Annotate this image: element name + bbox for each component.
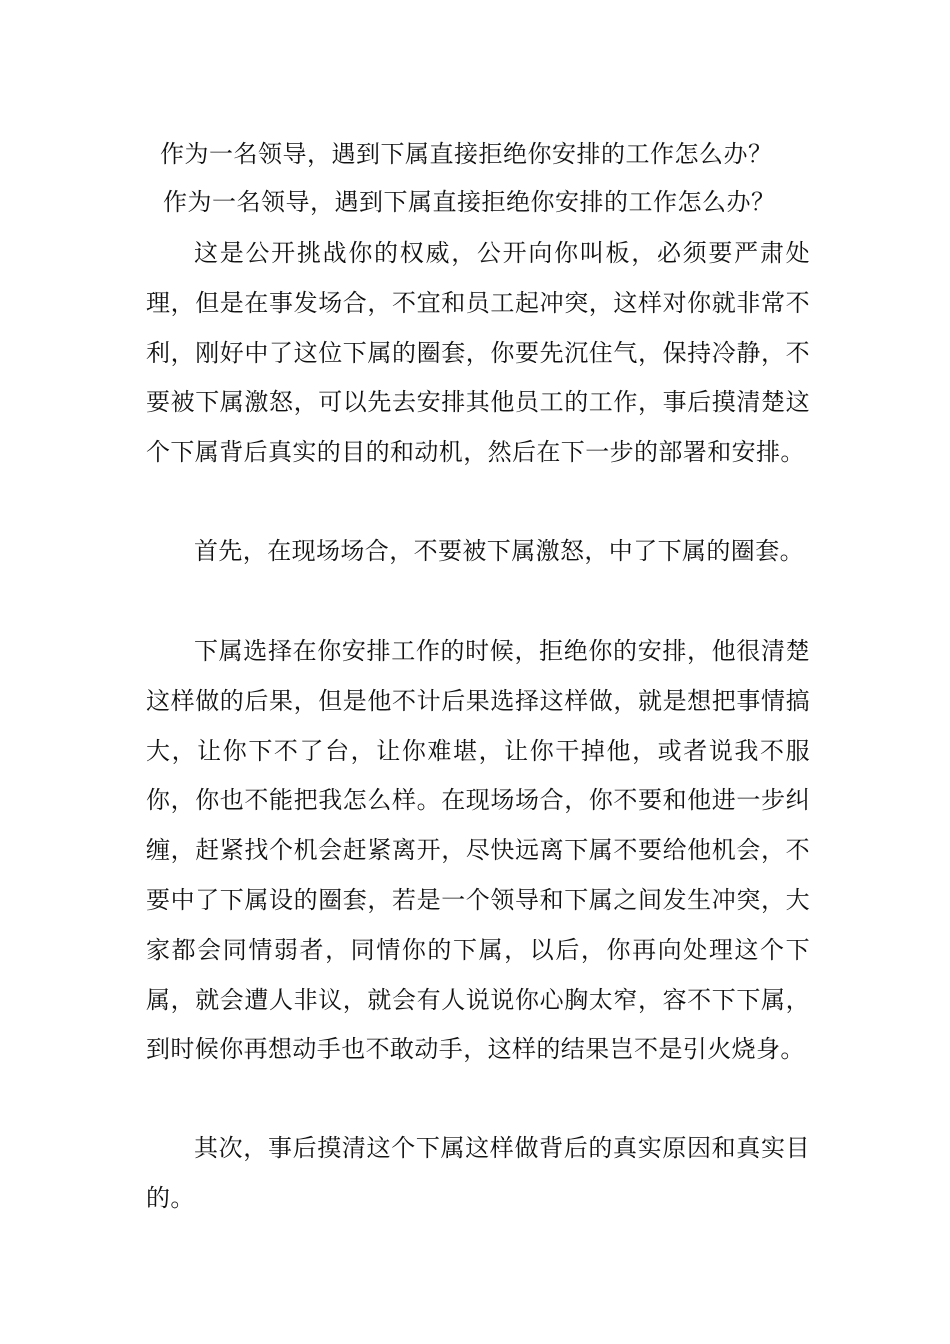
paragraph-point-1-body: 下属选择在你安排工作的时候，拒绝你的安排，他很清楚这样做的后果，但是他不计后果选择这样做，就是想把事情搞大，让你下不了台，让你难堪，让你干掉他，或者说我不服你，你也不能把我怎么样。在现场场合，你不要和他进一步纠缠，赶紧找个机会赶紧离开，尽快远离下属不要给他机会，不要中了下属设的圈套，若是一个领导和下属之间发生冲突，大家都会同情弱者，同情你的下属，以后，你再向处理这个下属，就会遭人非议，就会有人说说你心胸太窄，容不下下属，到时候你再想动手也不敢动手，这样的结果岂不是引火烧身。: [146, 637, 810, 1064]
paragraph-intro: 这是公开挑战你的权威，公开向你叫板，必须要严肃处理，但是在事发场合，不宜和员工起冲突，这样对你就非常不利，刚好中了这位下属的圈套，你要先沉住气，保持冷静，不要被下属激怒，可以先去安排其他员工的工作，事后摸清楚这个下属背后真实的目的和动机，然后在下一步的部署和安排。: [146, 239, 810, 467]
paragraph-point-2-heading: 其次，事后摸清这个下属这样做背后的真实原因和真实目的。: [146, 1134, 810, 1212]
document-title: 作为一名领导，遇到下属直接拒绝你安排的工作怎么办？: [160, 140, 773, 168]
document-title-repeat: 作为一名领导，遇到下属直接拒绝你安排的工作怎么办？: [163, 188, 776, 216]
paragraph-point-1-heading: 首先，在现场场合，不要被下属激怒，中了下属的圈套。: [194, 537, 804, 565]
